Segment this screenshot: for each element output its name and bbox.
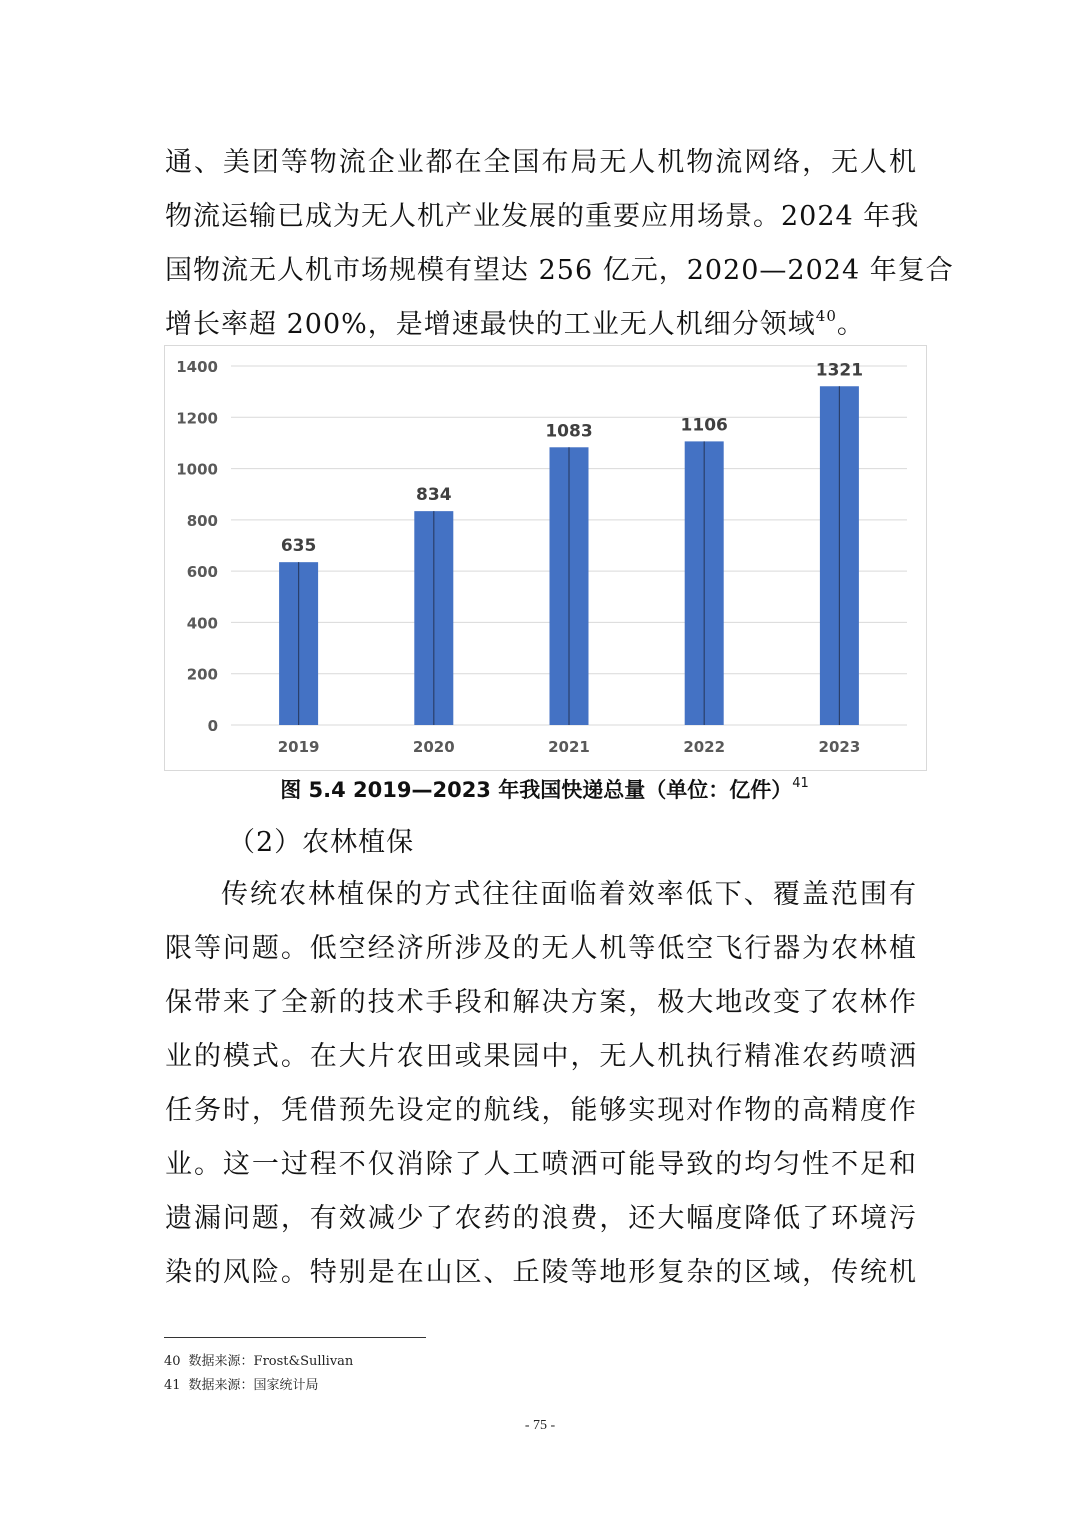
bar-data-label: 635 — [280, 536, 317, 557]
y-tick-label: 400 — [186, 614, 218, 633]
footnotes — [164, 1350, 353, 1398]
x-tick-label: 2020 — [412, 738, 455, 756]
y-tick-label: 0 — [207, 717, 218, 735]
paragraph-line-text: 增长率超 200%，是增速最快的工业无人机细分领域 — [165, 309, 816, 340]
paragraph-line: 通、美团等物流企业都在全国布局无人机物流网络，无人机 — [165, 147, 917, 178]
figure-caption — [164, 774, 925, 806]
paragraph-line — [165, 298, 917, 352]
y-tick-label: 1400 — [176, 358, 218, 376]
bar-data-label: 1321 — [815, 360, 864, 381]
paragraph-line: 任务时，凭借预先设定的航线，能够实现对作物的高精度作 — [165, 1095, 917, 1126]
figure-footnote-reference[interactable]: 41 — [792, 776, 809, 791]
x-tick-label: 2023 — [818, 738, 861, 756]
y-tick-label: 1200 — [176, 409, 218, 428]
bar-data-label: 1106 — [680, 415, 728, 436]
paragraph-line: 遗漏问题，有效减少了农药的浪费，还大幅度降低了环境污 — [165, 1203, 917, 1234]
chart-svg — [165, 346, 926, 770]
express-volume-bar-chart — [164, 345, 927, 771]
paragraph-line: 限等问题。低空经济所涉及的无人机等低空飞行器为农林植 — [165, 933, 917, 964]
x-tick-label: 2022 — [683, 738, 726, 756]
x-tick-label: 2019 — [277, 738, 320, 756]
footnote-divider — [164, 1337, 426, 1338]
page-number: - 75 - — [524, 1418, 556, 1433]
footnote-41 — [164, 1374, 353, 1398]
footnote-text: 数据来源：国家统计局 — [188, 1378, 319, 1393]
paragraph-line: 业。这一过程不仅消除了人工喷洒可能导致的均匀性不足和 — [165, 1149, 917, 1180]
x-tick-label: 2021 — [548, 738, 590, 756]
paragraph-agriculture-plant-protection — [165, 868, 917, 1300]
y-tick-label: 600 — [186, 563, 218, 582]
y-tick-label: 800 — [186, 511, 218, 530]
footnote-number: 41 — [164, 1378, 181, 1393]
paragraph-logistics-drones — [165, 136, 954, 352]
paragraph-line: 染的风险。特别是在山区、丘陵等地形复杂的区域，传统机 — [165, 1257, 917, 1288]
footnote-text: 数据来源：Frost&Sullivan — [188, 1354, 354, 1369]
paragraph-line: 保带来了全新的技术手段和解决方案，极大地改变了农林作 — [165, 987, 917, 1018]
footnote-40 — [164, 1350, 353, 1374]
y-tick-label: 1000 — [176, 460, 218, 479]
y-tick-label: 200 — [186, 665, 218, 684]
sentence-end-punctuation: 。 — [836, 309, 865, 340]
section-subheading: （2）农林植保 — [228, 827, 415, 858]
paragraph-line: 物流运输已成为无人机产业发展的重要应用场景。2024 年我 — [165, 201, 920, 232]
bar-data-label: 834 — [416, 485, 452, 506]
paragraph-line: 业的模式。在大片农田或果园中，无人机执行精准农药喷洒 — [165, 1041, 917, 1072]
footnote-number: 40 — [164, 1354, 181, 1369]
bar-data-label: 1083 — [545, 421, 593, 442]
paragraph-line: 国物流无人机市场规模有望达 256 亿元，2020—2024 年复合 — [165, 255, 954, 286]
paragraph-line: 传统农林植保的方式往往面临着效率低下、覆盖范围有 — [221, 879, 917, 910]
figure-caption-text: 图 5.4 2019—2023 年我国快递总量（单位：亿件） — [280, 778, 793, 802]
footnote-reference[interactable]: 40 — [815, 307, 837, 325]
